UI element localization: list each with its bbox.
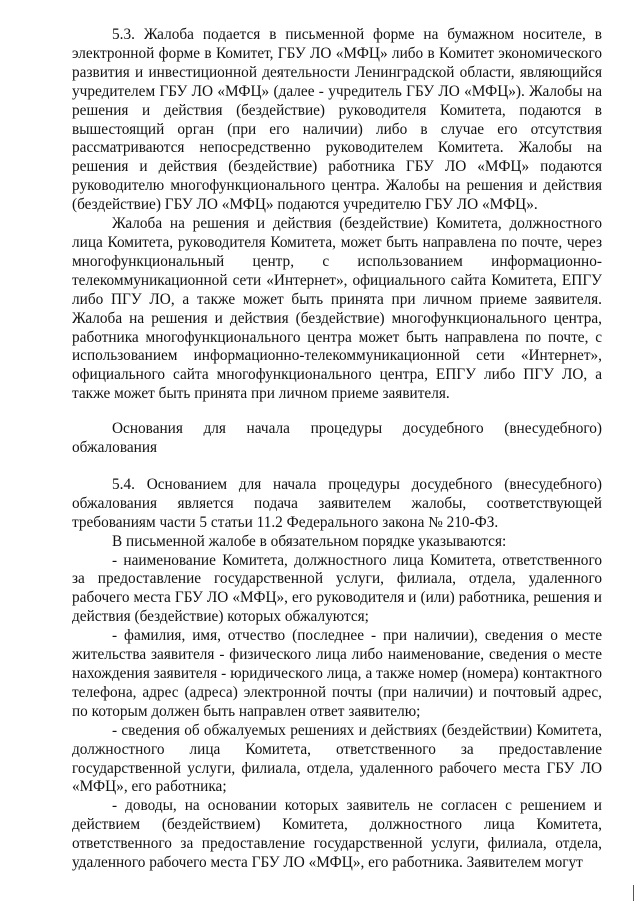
scan-edge-mark [633, 885, 634, 901]
list-item-arguments: - доводы, на основании которых заявитель не согласен с решением и действием (бездействием) Комитета, должностного лица Комитета, ответственного за предоставление государственной услуги, филиала, отдела, удаленного рабочего места ГБУ ЛО «МФЦ», его работника. Заявителем могут [72, 797, 602, 872]
list-item-applicant: - фамилия, имя, отчество (последнее - при наличии), сведения о месте жительства заявителя - физического лица либо наименование, сведения о месте нахождения заявителя - юридического лица, а также номер (номера) контактного телефона, адрес (адреса) электронной почты (при наличии) и почтовый адрес, по которым должен быть направлен ответ заявителю; [72, 627, 602, 720]
paragraph-5-3-channels: Жалоба на решения и действия (бездействие) Комитета, должностного лица Комитета, руководителя Комитета, может быть направлена по почте, через многофункциональный центр, с использованием информационно-телекоммуникационной сети «Интернет», официального сайта Комитета, ЕПГУ либо ПГУ ЛО, а также может быть принята при личном приеме заявителя. Жалоба на решения и действия (бездействие) многофункционального центра, работника многофункционального центра может быть направлена по почте, с использованием информационно-телекоммуникационной сети «Интернет», официального сайта многофункционального центра, ЕПГУ либо ПГУ ЛО, а также может быть принята при личном приеме заявителя. [72, 215, 602, 403]
paragraph-5-4: 5.4. Основанием для начала процедуры досудебного (внесудебного) обжалования является подача заявителем жалобы, соответствующей требованиям части 5 статьи 11.2 Федерального закона № 210-ФЗ. [72, 475, 602, 531]
list-item-name: - наименование Комитета, должностного лица Комитета, ответственного за предоставление государственной услуги, филиала, отдела, удаленного рабочего места ГБУ ЛО «МФЦ», его руководителя и (или) работника, решения и действия (бездействие) которых обжалуются; [72, 551, 602, 626]
section-heading-grounds: Основания для начала процедуры досудебного (внесудебного) обжалования [72, 420, 602, 457]
paragraph-5-4-intro: В письменной жалобе в обязательном порядке указываются: [112, 532, 507, 550]
paragraph-5-3: 5.3. Жалоба подается в письменной форме на бумажном носителе, в электронной форме в Комитет, ГБУ ЛО «МФЦ» либо в Комитет экономического развития и инвестиционной деятельности Ленинградской области, являющийся учредителем ГБУ ЛО «МФЦ» (далее - учредитель ГБУ ЛО «МФЦ»). Жалобы на решения и действия (бездействие) руководителя Комитета, подаются в вышестоящий орган (при его наличии) либо в случае его отсутствия рассматриваются непосредственно руководителем Комитета. Жалобы на решения и действия (бездействие) работника ГБУ ЛО «МФЦ» подаются руководителю многофункционального центра. Жалобы на решения и действия (бездействие) ГБУ ЛО «МФЦ» подаются учредителю ГБУ ЛО «МФЦ». [72, 26, 602, 214]
list-item-decisions: - сведения об обжалуемых решениях и действиях (бездействии) Комитета, должностного лица Комитета, ответственного за предоставление государственной услуги, филиала, отдела, удаленного рабочего места ГБУ ЛО «МФЦ», его работника; [72, 721, 602, 796]
